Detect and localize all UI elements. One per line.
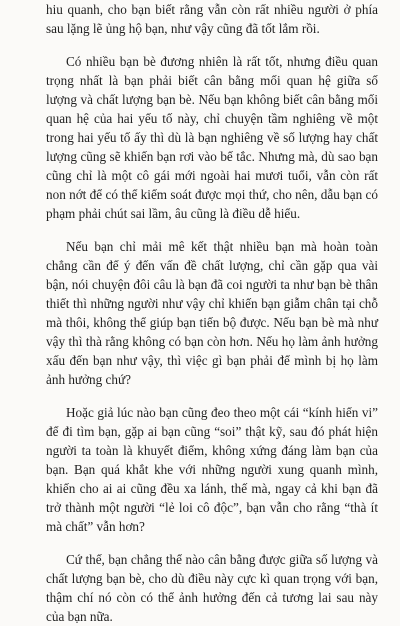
paragraph-conclusion: Cứ thế, bạn chẳng thể nào cân bằng được giữa số lượng và chất lượng bạn bè, cho dù điều này cực kì quan trọng với bạn, thậm chí nó còn có thể ảnh hưởng đến cả tương lai sau này của bạn nữa. [46, 552, 378, 624]
paragraph-microscope: Hoặc giả lúc nào bạn cũng đeo theo một cái “kính hiển vi” để đi tìm bạn, gặp ai bạn cũng “soi” thật kỹ, sau đó phát hiện người ta toàn là khuyết điểm, không xứng đáng làm bạn của bạn. Bạn quá khắt khe với những người xung quanh mình, khiến cho ai ai cũng đều xa lánh, thế mà, ngay cả khi bạn đã trở thành một người “lẻ loi cô độc”, bạn vẫn cho rằng “thà ít mà chất” vẫn hơn? [46, 405, 378, 534]
paragraph-continued: hiu quanh, cho bạn biết rằng vẫn còn rất nhiều người ở phía sau lặng lẽ ủng hộ bạn, như vậy cũng đã tốt lắm rồi. [46, 2, 378, 36]
paragraph-quantity-focus: Nếu bạn chỉ mải mê kết thật nhiều bạn mà hoàn toàn chẳng cần để ý đến vấn đề chất lượng, chỉ cần gặp qua vài bận, nói chuyện đôi câu là bạn đã coi người ta như bạn bè thân thiết thì những người như vậy chỉ khiến bạn giẫm chân tại chỗ mà thôi, không thể giúp bạn tiến bộ được. Nếu bạn bè mà như vậy thì thà rằng không có bạn còn hơn. Nếu họ làm ảnh hưởng xấu đến bạn như vậy, thì việc gì bạn phải để mình bị họ làm ảnh hưởng chứ? [46, 239, 378, 387]
paragraph-balance-friends: Có nhiều bạn bè đương nhiên là rất tốt, nhưng điều quan trọng nhất là bạn phải biết cân bằng mối quan hệ giữa số lượng và chất lượng bạn bè. Nếu bạn không biết cân bằng mối quan hệ của hai yếu tố này, chỉ chuyện tầm nghiêng về một trong hai yếu tố ấy thì dù là bạn nghiêng về số lượng hay chất lượng cũng sẽ khiến bạn rơi vào bế tắc. Nhưng mà, dù sao bạn cũng chỉ là một cô gái mới ngoài hai mươi tuổi, vẫn còn rất non nớt để có thể kiểm soát được mọi thứ, cho nên, dẫu bạn có phạm phải chút sai lầm, âu cũng là điều dễ hiểu. [46, 54, 378, 221]
page-bottom-edge [0, 392, 400, 400]
page-body-text [46, 0, 378, 626]
